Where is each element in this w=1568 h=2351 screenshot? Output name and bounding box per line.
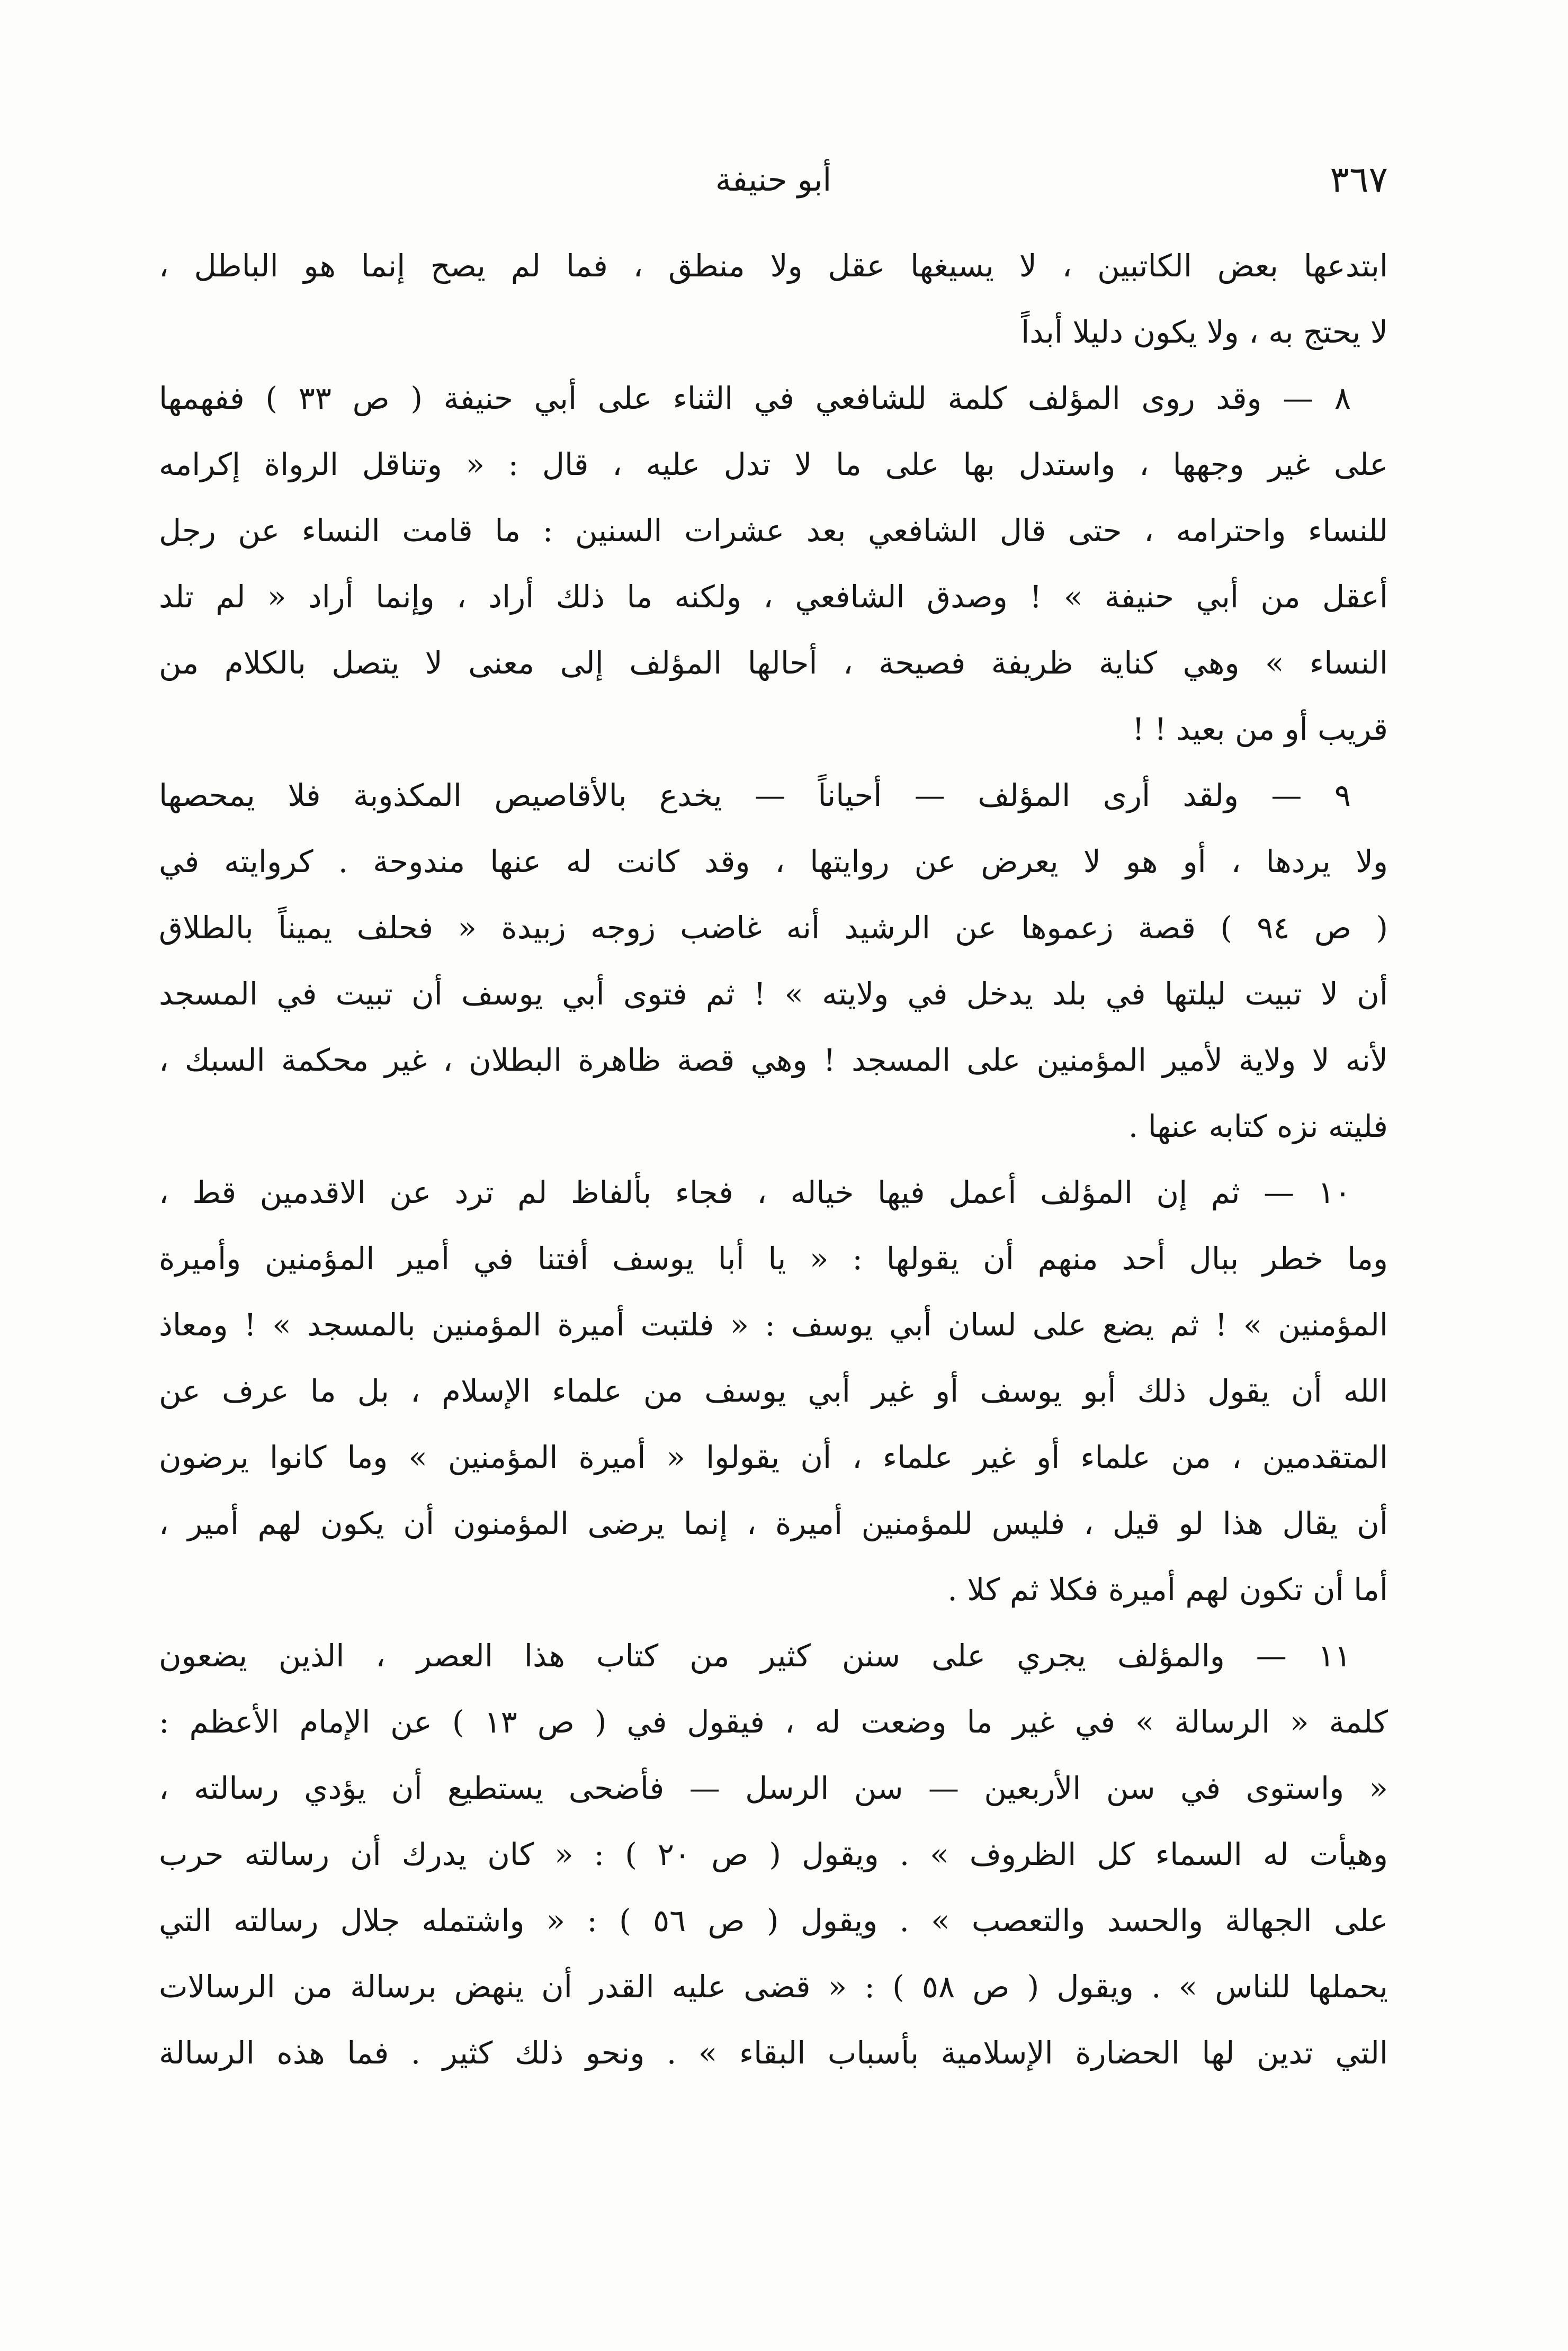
paragraph-11 bbox=[159, 1623, 1388, 2086]
text-line: ٨ — وقد روى المؤلف كلمة للشافعي في الثناء على أبي حنيفة ( ص ٣٣ ) ففهمها bbox=[159, 380, 1351, 416]
text-line: وهيأت له السماء كل الظروف » . ويقول ( ص ٢٠ ) : « كان يدرك أن رسالته حرب bbox=[159, 1836, 1388, 1872]
text-line: أعقل من أبي حنيفة » ! وصدق الشافعي ، ولكنه ما ذلك أراد ، وإنما أراد « لم تلد bbox=[159, 579, 1388, 615]
paragraph-8 bbox=[159, 365, 1388, 762]
text-line: للنساء واحترامه ، حتى قال الشافعي بعد عشرات السنين : ما قامت النساء عن رجل bbox=[159, 513, 1388, 549]
text-line: يحملها للناس » . ويقول ( ص ٥٨ ) : « قضى عليه القدر أن ينهض برسالة من الرسالات bbox=[159, 1969, 1388, 2005]
page-number: ٣٦٧ bbox=[1330, 159, 1388, 201]
text-line: التي تدين لها الحضارة الإسلامية بأسباب البقاء » . ونحو ذلك كثير . فما هذه الرسالة bbox=[159, 2035, 1388, 2071]
text-line: كلمة « الرسالة » في غير ما وضعت له ، فيقول في ( ص ١٣ ) عن الإمام الأعظم : bbox=[159, 1704, 1388, 1740]
page-header bbox=[159, 151, 1388, 209]
text-line: أن لا تبيت ليلتها في بلد يدخل في ولايته » ! ثم فتوى أبي يوسف أن تبيت في المسجد bbox=[159, 976, 1388, 1012]
body-text bbox=[159, 233, 1388, 2086]
paragraph-9 bbox=[159, 762, 1388, 1160]
text-line: على الجهالة والحسد والتعصب » . ويقول ( ص ٥٦ ) : « واشتمله جلال رسالته التي bbox=[159, 1903, 1388, 1939]
text-line: النساء » وهي كناية ظريفة فصيحة ، أحالها المؤلف إلى معنى لا يتصل بالكلام من bbox=[159, 645, 1388, 681]
text-line: لأنه لا ولاية لأمير المؤمنين على المسجد ! وهي قصة ظاهرة البطلان ، غير محكمة السبك ، bbox=[159, 1042, 1388, 1078]
text-line: المؤمنين » ! ثم يضع على لسان أبي يوسف : « فلتبت أميرة المؤمنين بالمسجد » ! ومعاذ bbox=[159, 1307, 1388, 1343]
text-line: فليته نزه كتابه عنها . bbox=[1128, 1108, 1388, 1144]
text-line: على غير وجهها ، واستدل بها على ما لا تدل عليه ، قال : « وتناقل الرواة إكرامه bbox=[159, 446, 1388, 482]
text-line: ( ص ٩٤ ) قصة زعموها عن الرشيد أنه غاضب زوجه زبيدة « فحلف يميناً بالطلاق bbox=[159, 910, 1388, 946]
text-line: ٩ — ولقد أرى المؤلف — أحياناً — يخدع بالأقاصيص المكذوبة فلا يمحصها bbox=[159, 777, 1351, 813]
text-line: ابتدعها بعض الكاتبين ، لا يسيغها عقل ولا منطق ، فما لم يصح إنما هو الباطل ، bbox=[159, 248, 1388, 284]
text-line: لا يحتج به ، ولا يكون دليلا أبداً bbox=[1021, 314, 1388, 350]
text-line: الله أن يقول ذلك أبو يوسف أو غير أبي يوسف من علماء الإسلام ، بل ما عرف عن bbox=[159, 1373, 1388, 1409]
text-line: ولا يردها ، أو هو لا يعرض عن روايتها ، وقد كانت له عنها مندوحة . كروايته في bbox=[159, 844, 1388, 880]
text-line: أما أن تكون لهم أميرة فكلا ثم كلا . bbox=[947, 1572, 1388, 1608]
text-line: ١٠ — ثم إن المؤلف أعمل فيها خياله ، فجاء بألفاظ لم ترد عن الاقدمين قط ، bbox=[159, 1174, 1351, 1210]
paragraph-intro bbox=[159, 233, 1388, 365]
text-line: أن يقال هذا لو قيل ، فليس للمؤمنين أميرة ، إنما يرضى المؤمنون أن يكون لهم أمير ، bbox=[159, 1505, 1388, 1541]
text-line: ١١ — والمؤلف يجري على سنن كثير من كتاب هذا العصر ، الذين يضعون bbox=[159, 1638, 1351, 1674]
text-line: المتقدمين ، من علماء أو غير علماء ، أن يقولوا « أميرة المؤمنين » وما كانوا يرضون bbox=[159, 1439, 1388, 1475]
text-line: قريب أو من بعيد ! ! bbox=[1132, 711, 1388, 747]
running-title: أبو حنيفة bbox=[715, 161, 832, 199]
text-line: « واستوى في سن الأربعين — سن الرسل — فأضحى يستطيع أن يؤدي رسالته ، bbox=[159, 1770, 1388, 1806]
paragraph-10 bbox=[159, 1160, 1388, 1623]
text-line: وما خطر ببال أحد منهم أن يقولها : « يا أبا يوسف أفتنا في أمير المؤمنين وأميرة bbox=[159, 1241, 1388, 1277]
